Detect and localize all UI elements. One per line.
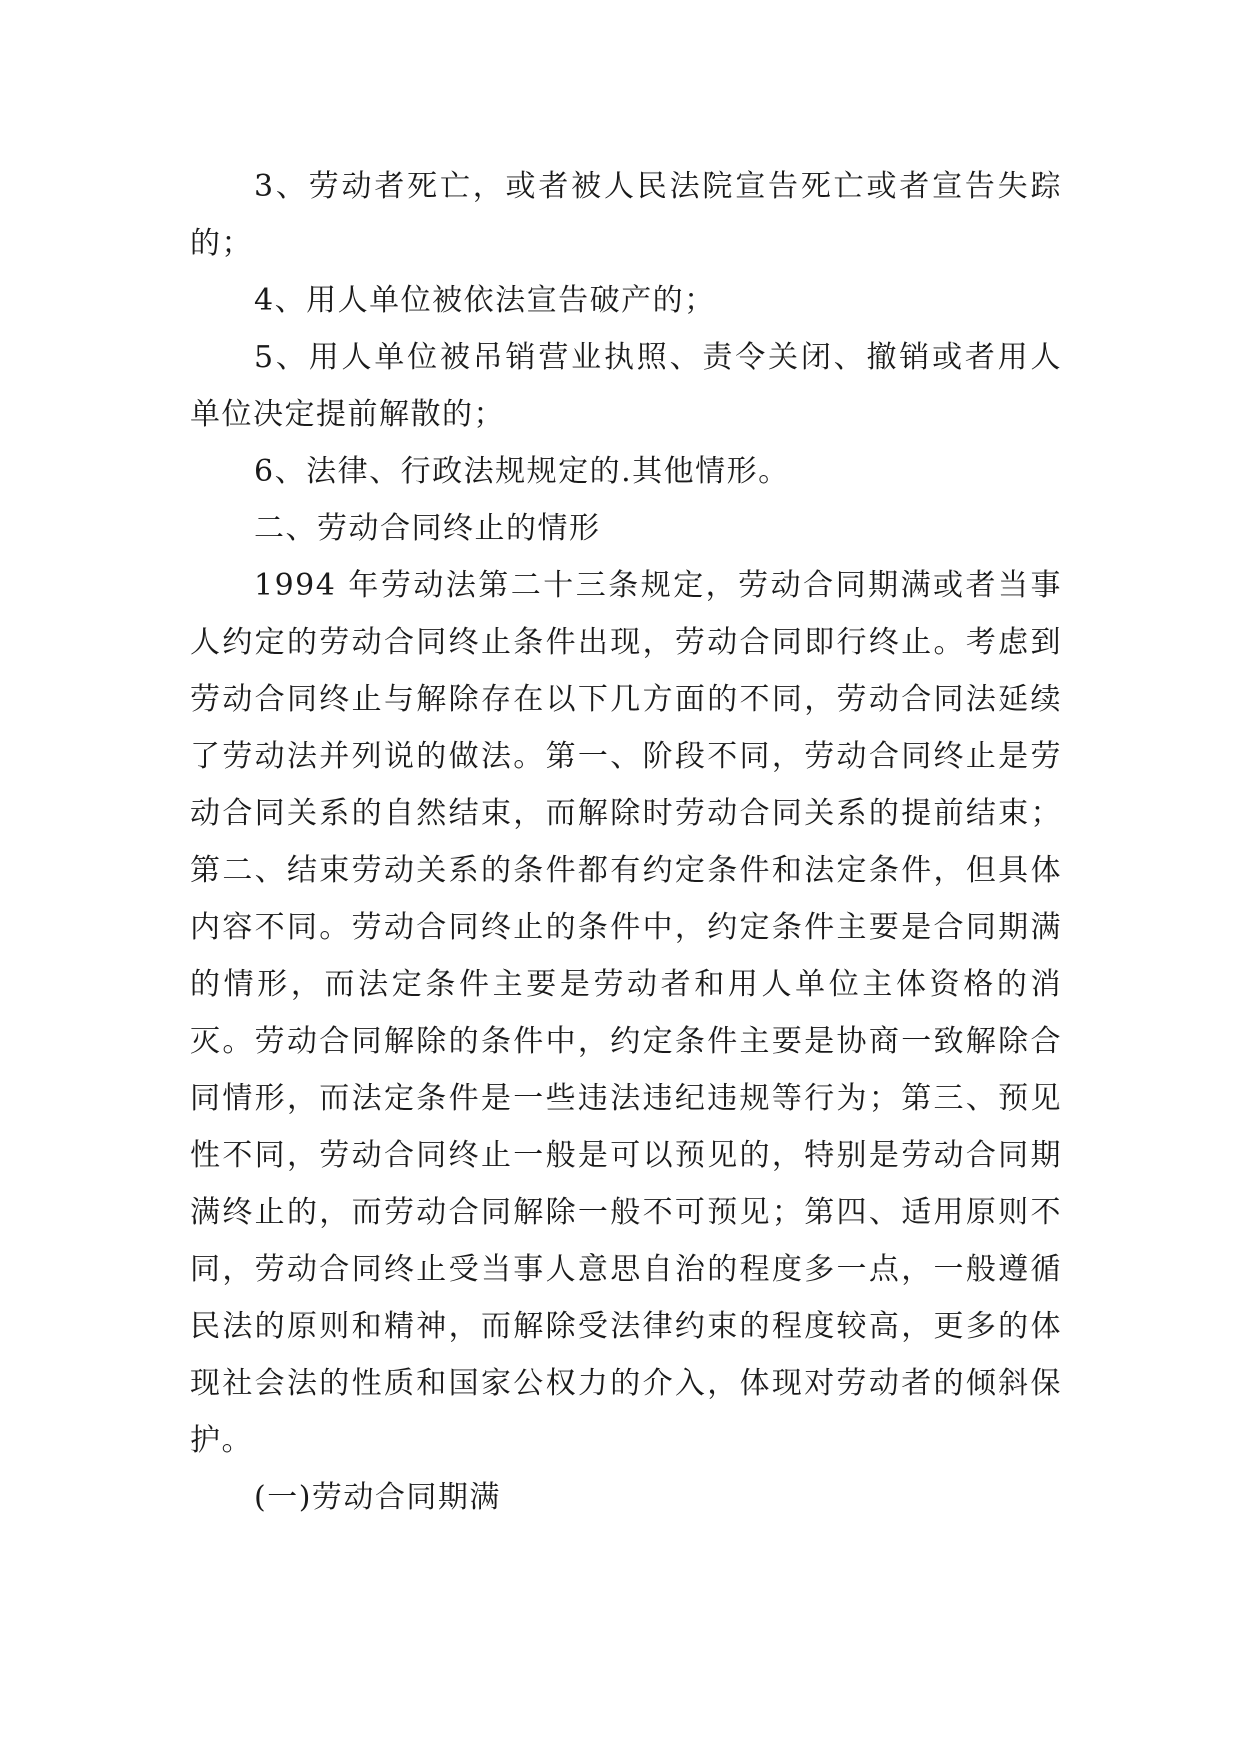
subsection-heading: (一)劳动合同期满: [254, 1480, 501, 1515]
paragraph-item-3: 3、劳动者死亡，或者被人民法院宣告死亡或者宣告失踪的；: [190, 169, 1062, 261]
paragraph-item-5: 5、用人单位被吊销营业执照、责令关闭、撤销或者用人单位决定提前解散的；: [190, 340, 1062, 432]
body-paragraph: 1994 年劳动法第二十三条规定，劳动合同期满或者当事人约定的劳动合同终止条件出现，劳动合同即行终止。考虑到劳动合同终止与解除存在以下几方面的不同，劳动合同法延续了劳动法并列说的做法。第一、阶段不同，劳动合同终止是劳动合同关系的自然结束，而解除时劳动合同关系的提前结束；第二、结束劳动关系的条件都有约定条件和法定条件，但具体内容不同。劳动合同终止的条件中，约定条件主要是合同期满的情形，而法定条件主要是劳动者和用人单位主体资格的消灭。劳动合同解除的条件中，约定条件主要是协商一致解除合同情形，而法定条件是一些违法违纪违规等行为；第三、预见性不同，劳动合同终止一般是可以预见的，特别是劳动合同期满终止的，而劳动合同解除一般不可预见；第四、适用原则不同，劳动合同终止受当事人意思自治的程度多一点，一般遵循民法的原则和精神，而解除受法律约束的程度较高，更多的体现社会法的性质和国家公权力的介入，体现对劳动者的倾斜保护。: [190, 568, 1062, 1458]
paragraph-item-4: 4、用人单位被依法宣告破产的；: [254, 283, 716, 318]
section-heading: 二、劳动合同终止的情形: [254, 511, 601, 546]
document-body: [190, 158, 1062, 1526]
paragraph-item-6: 6、法律、行政法规规定的.其他情形。: [254, 454, 790, 489]
